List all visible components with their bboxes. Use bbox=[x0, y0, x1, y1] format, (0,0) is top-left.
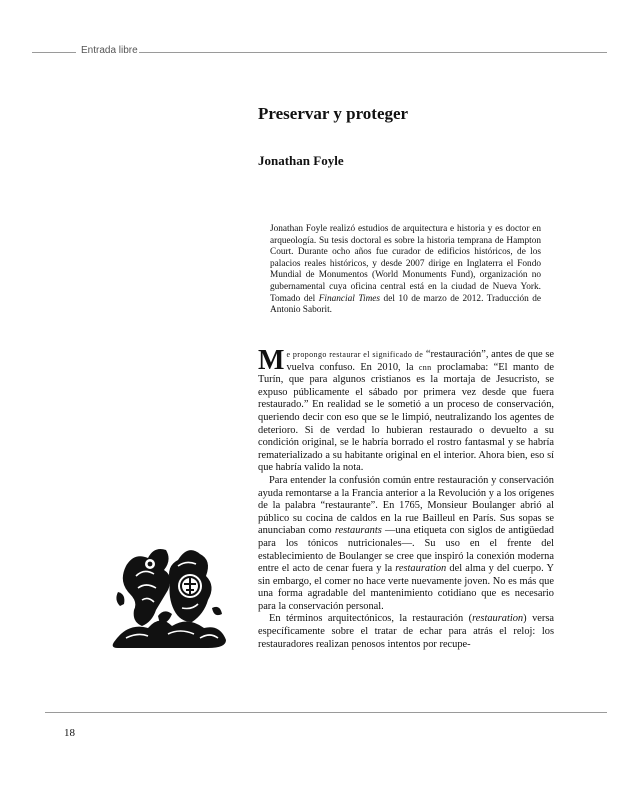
paragraph-3-text-cont: ) versa específicamente sobre el tratar de echar para atrás el reloj: los restauradores realizan penosos intentos por recupe- bbox=[258, 613, 554, 650]
article-author: Jonathan Foyle bbox=[258, 153, 344, 168]
italic-term: restauration bbox=[395, 563, 447, 575]
bio-text-end: del 10 de marzo de 2012. Traducción de Antonio Saborit. bbox=[270, 293, 542, 316]
opening-smallcaps: e propongo restaurar el significado de bbox=[286, 350, 424, 359]
paragraph-2-text-end: del alma y del cuerpo. Y sin embargo, el comer no hace verte nuevamente joven. No es más que una forma agradable del mantenimiento cotidiano que es necesario para la conservación personal. bbox=[258, 563, 554, 612]
network-name: cnn bbox=[418, 362, 432, 372]
paragraph-2 bbox=[258, 475, 554, 614]
drop-cap: M bbox=[258, 345, 285, 376]
paragraph-2-text-cont: —una etiqueta con siglos de antigüedad para los tónicos nutricionales—. Su uso en el frente del establecimiento de Boulanger se cree que inspiró la conexión moderna entre el acto de cenar fuera y la bbox=[258, 525, 555, 575]
italic-term: restaurants bbox=[334, 525, 382, 537]
article-body bbox=[258, 345, 555, 651]
author-bio bbox=[270, 224, 541, 317]
paragraph-2-text: Para entender la confusión común entre restauración y conservación ayuda remontarse a la Francia anterior a la Revolución y a los orígenes de la palabra “restaurante”. En 1765, Monsieur Boulanger abrió al público su cocina de caldos en la rue Bailleul en París. Sus sopas se anunciaban como bbox=[258, 474, 554, 537]
bio-text: Jonathan Foyle realizó estudios de arquitectura e historia y es doctor en arqueología. Su tesis doctoral es sobre la historia temprana de Hampton Court. Durante ocho años fue curador de edificios históricos, de los palacios reales históricos, y desde 2007 dirige en Inglaterra el Fondo Mundial de Monumentos (World Monuments Fund), organización no gubernamental cuya oficina central está en la ciudad de Nueva York. Tomado del bbox=[270, 224, 541, 304]
paragraph-1 bbox=[258, 345, 554, 475]
footer-rule bbox=[45, 712, 607, 713]
page-number: 18 bbox=[64, 727, 75, 739]
italic-term: restauration bbox=[472, 613, 524, 625]
paragraph-1-text-cont: proclamaba: “El manto de Turín, que para algunos cristianos es la mortaja de Jesucristo, se expuso públicamente el sábado por primera vez desde que fuera restaurado.” En realidad se le sometió a un proceso de conservación, queriendo decir con eso que se le limpió, neutralizando los agentes de deterioro. Si de verdad lo hubieran restaurado o devuelto a su condición original, se le habría borrado el rostro fantasmal y se habría rematerializado a su habitante original en el interior. Ahora bien, eso sí que habría valido la nota. bbox=[258, 361, 554, 474]
bio-publication: Financial Times bbox=[318, 293, 381, 304]
article-title: Preservar y proteger bbox=[258, 104, 409, 123]
header-rule-left bbox=[32, 52, 76, 53]
paragraph-3 bbox=[258, 613, 554, 651]
paragraph-1-text: “restauración”, antes de que se vuelva confuso. En 2010, la bbox=[286, 349, 554, 373]
paragraph-3-text: En términos arquitectónicos, la restauración ( bbox=[269, 613, 473, 625]
header-rule-right bbox=[139, 52, 607, 53]
section-label: Entrada libre bbox=[81, 45, 138, 56]
woodcut-illustration bbox=[108, 530, 230, 652]
